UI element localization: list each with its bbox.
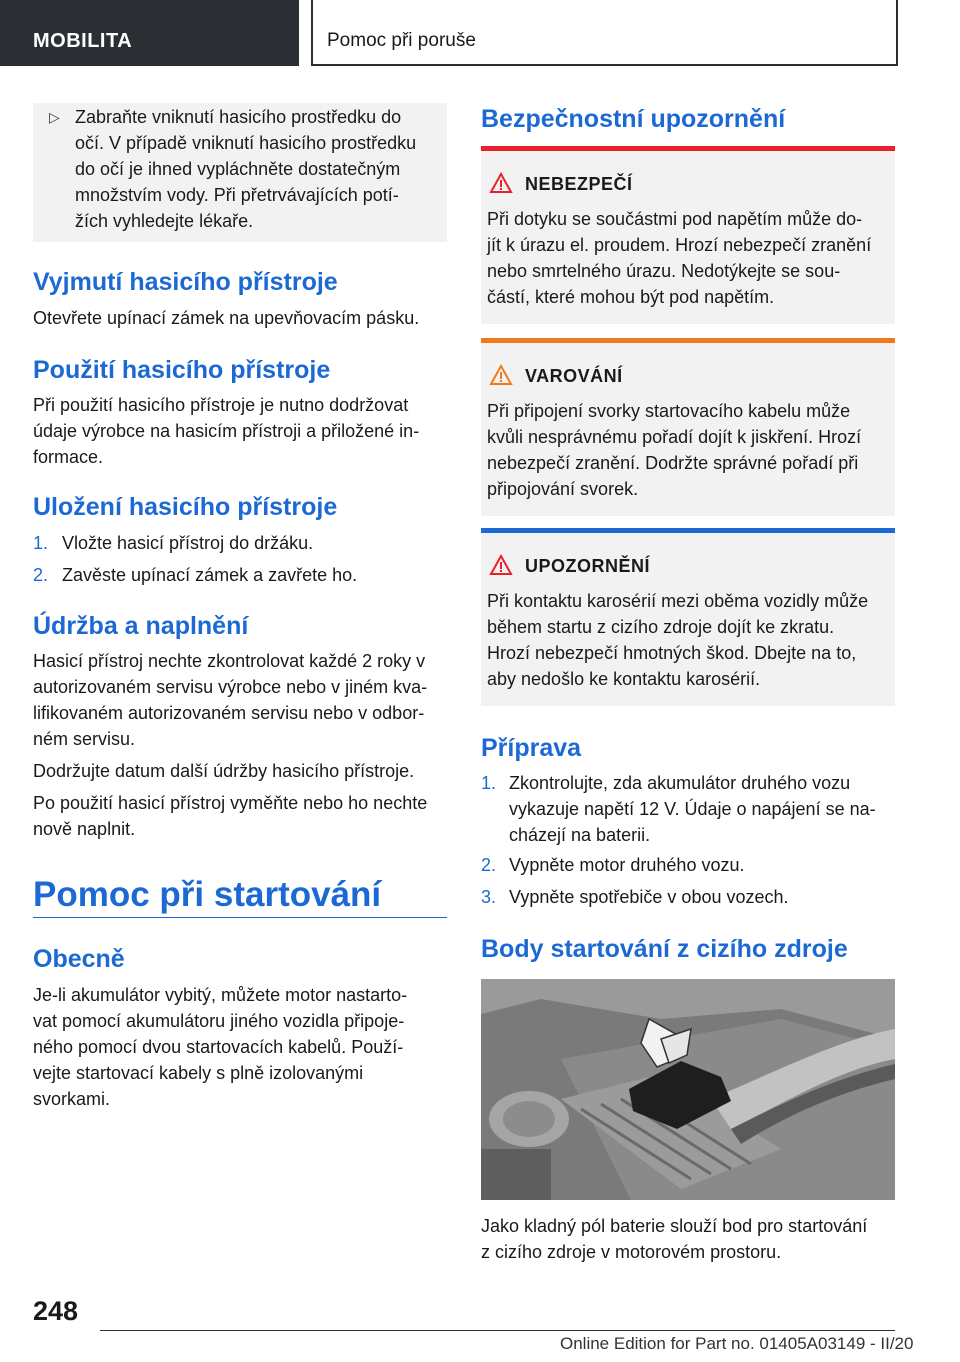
text-line: kvůli nesprávnému pořadí dojít k jiskření. Hrozí [487,427,862,447]
note-line: žích vyhledejte lékaře. [75,211,254,231]
photo-caption [481,1213,895,1265]
step-text: Zkontrolujte, zda akumulátor druhého vozu [509,773,851,793]
warning-title: VAROVÁNÍ [525,366,623,386]
step-text: vykazuje napětí 12 V. Údaje o napájení se na- [509,799,876,819]
warning-bar [481,338,895,343]
text-line: ném servisu. [33,729,136,749]
heading-body-startovani: Body startování z cizího zdroje [481,935,848,963]
warning-triangle-icon [489,554,513,576]
heading-bezpecnost: Bezpečnostní upozornění [481,105,786,133]
text-line: aby nedošlo ke kontaktu karosérií. [487,669,761,689]
text-udrzba [33,648,447,842]
text-line: nově naplnit. [33,819,136,839]
text-obecne [33,982,447,1112]
heading-ulozeni: Uložení hasicího přístroje [33,493,338,521]
step-text: Vypněte spotřebiče v obou vozech. [509,887,789,907]
text-pouziti [33,392,447,470]
text-line: nebo smrtelného úrazu. Nedotýkejte se sou- [487,261,841,281]
text-line: ného pomocí dvou startovacích kabelů. Použí- [33,1037,404,1057]
footer-edition: Online Edition for Part no. 01405A03149 - II/20 [560,1334,914,1353]
step-text: Zavěste upínací zámek a zavřete ho. [62,565,358,585]
engine-bay-illustration [481,979,895,1200]
step-number: 1. [33,533,49,553]
text-vyjmuti: Otevřete upínací zámek na upevňovacím pásku. [33,308,420,328]
text-line: svorkami. [33,1089,111,1109]
warning-box-danger [481,146,895,324]
warning-text [487,588,891,692]
text-line: Hrozí nebezpečí hmotných škod. Dbejte na to, [487,643,857,663]
heading-udrzba: Údržba a naplnění [33,612,249,640]
warning-box-notice [481,528,895,706]
warning-bar [481,528,895,533]
text-line: připojování svorek. [487,479,639,499]
text-line: Při připojení svorky startovacího kabelu může [487,401,851,421]
note-line: Zabraňte vniknutí hasicího prostředku do [75,107,402,127]
text-line: lifikovaném autorizovaném servisu nebo v odbor- [33,703,425,723]
footer-rule [100,1330,895,1331]
warning-text [487,206,891,310]
caption-line: z cizího zdroje v motorovém prostoru. [481,1242,782,1262]
step-text: Vypněte motor druhého vozu. [509,855,745,875]
page-header [0,0,960,66]
step-text: Vložte hasicí přístroj do držáku. [62,533,314,553]
note-box [33,103,447,242]
chapter-tab [311,0,898,66]
text-line: během startu z cizího zdroje dojít ke zkratu. [487,617,835,637]
heading-pomoc-pri-startovani: Pomoc při startování [33,875,382,914]
caption-line: Jako kladný pól baterie slouží bod pro startování [481,1216,868,1236]
step-number: 1. [481,773,497,793]
warning-title: NEBEZPEČÍ [525,174,633,194]
heading-pouziti: Použití hasicího přístroje [33,356,331,384]
text-line: údaje výrobce na hasicím přístroji a přiložené in- [33,421,420,441]
text-line: nebezpečí zranění. Dodržte správné pořadí při [487,453,859,473]
warning-triangle-icon [489,172,513,194]
note-line: množstvím vody. Při přetrvávajících potí- [75,185,399,205]
text-line: vat pomocí akumulátoru jiného vozidla připoje- [33,1011,405,1031]
text-line: částí, které mohou být pod napětím. [487,287,775,307]
text-line: jít k úrazu el. proudem. Hrozí nebezpečí zranění [487,235,872,255]
warning-title: UPOZORNĚNÍ [525,556,651,576]
step-text: cházejí na baterii. [509,825,651,845]
step-number: 3. [481,887,497,907]
heading-rule [33,917,447,918]
text-line: Při kontaktu karosérií mezi oběma vozidly může [487,591,869,611]
warning-text [487,398,891,502]
text-line: vejte startovací kabely s plně izolovanými [33,1063,364,1083]
text-line: Při dotyku se součástmi pod napětím může do- [487,209,863,229]
page-number: 248 [33,1296,79,1326]
warning-box-warning [481,338,895,516]
step-number: 2. [33,565,49,585]
engine-bay-photo [481,979,895,1200]
warning-bar [481,146,895,151]
text-line: Po použití hasicí přístroj vyměňte nebo ho nechte [33,793,428,813]
heading-priprava: Příprava [481,734,582,762]
text-line: autorizovaném servisu výrobce nebo v jiném kva- [33,677,428,697]
text-line: Dodržujte datum další údržby hasicího přístroje. [33,761,415,781]
chapter-label: Pomoc při poruše [327,30,476,51]
heading-obecne: Obecně [33,945,125,973]
text-line: Je-li akumulátor vybitý, můžete motor nastarto- [33,985,408,1005]
section-tab [0,0,299,66]
warning-triangle-icon [489,364,513,386]
triangle-right-icon: ▷ [49,109,60,125]
note-line: očí. V případě vniknutí hasicího prostředku [75,133,417,153]
text-line: formace. [33,447,104,467]
note-line: do očí je ihned vypláchněte dostatečným [75,159,401,179]
section-label: MOBILITA [33,30,133,52]
heading-vyjmuti: Vyjmutí hasicího přístroje [33,268,338,296]
text-line: Při použití hasicího přístroje je nutno dodržovat [33,395,409,415]
text-line: Hasicí přístroj nechte zkontrolovat každé 2 roky v [33,651,426,671]
step-number: 2. [481,855,497,875]
